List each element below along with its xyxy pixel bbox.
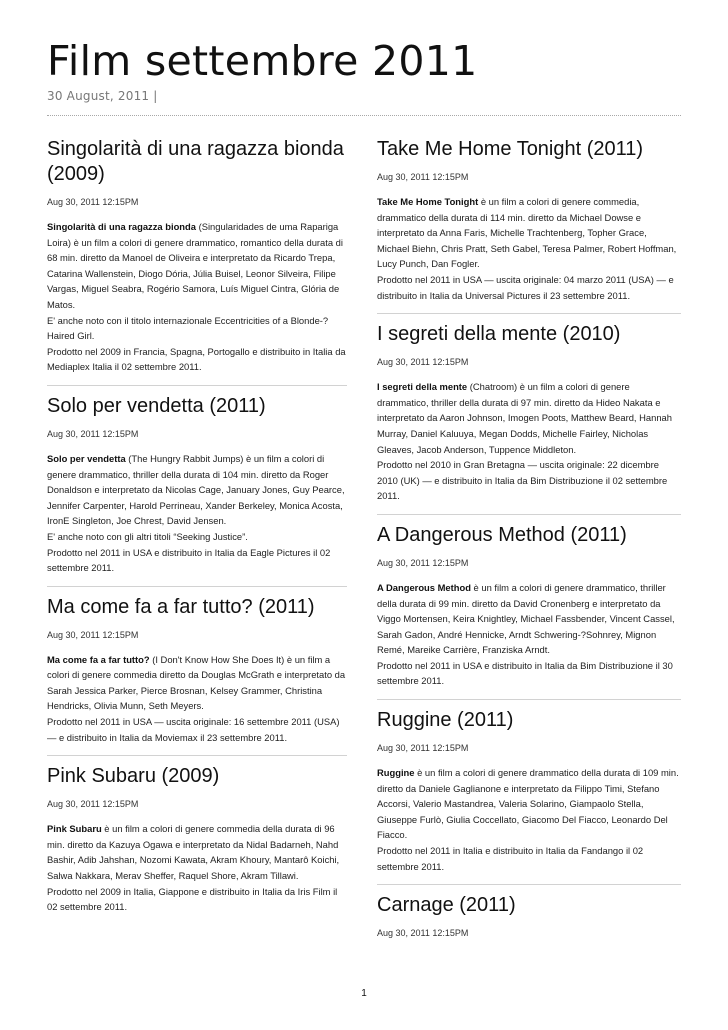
article-date: Aug 30, 2011 12:15PM <box>377 928 469 939</box>
right-column <box>377 137 681 950</box>
film-title: I segreti della mente <box>377 381 468 393</box>
article-paragraph: Prodotto nel 2011 in USA e distribuito in Italia da Bim Distribuzione il 30 settembre 2011. <box>377 659 673 687</box>
article <box>377 514 681 689</box>
article-paragraph <box>377 194 681 272</box>
article-date: Aug 30, 2011 12:15PM <box>47 629 139 640</box>
article <box>47 137 347 375</box>
article-paragraph: Prodotto nel 2011 in USA — uscita originale: 16 settembre 2011 (USA) — e distribuito in Italia da Moviemax il 23 settembre 2011. <box>47 716 340 743</box>
article-date: Aug 30, 2011 12:15PM <box>377 743 469 754</box>
film-title: Pink Subaru <box>47 823 102 835</box>
article-body <box>47 821 347 915</box>
article <box>47 586 347 746</box>
article-body <box>47 219 347 375</box>
article-body <box>47 652 347 746</box>
article-divider <box>47 586 347 587</box>
article-date: Aug 30, 2011 12:15PM <box>377 172 469 182</box>
article-paragraph: Prodotto nel 2010 in Gran Bretagna — uscita originale: 22 dicembre 2010 (UK) — e distribuito in Italia da Bim Distribuzione il 02 settembre 2011. <box>377 459 668 502</box>
article-divider <box>47 385 347 386</box>
article-date: Aug 30, 2011 12:15PM <box>47 197 139 207</box>
article-title: Ruggine (2011) <box>377 709 514 732</box>
article-paragraph: Prodotto nel 2011 in Italia e distribuito in Italia da Fandango il 02 settembre 2011. <box>377 845 644 872</box>
article <box>47 385 347 576</box>
article <box>377 313 681 504</box>
page-date: 30 August, 2011 | <box>47 89 158 103</box>
article <box>377 137 681 303</box>
article-body <box>377 765 681 874</box>
article-body <box>377 379 681 504</box>
article-title: Carnage (2011) <box>377 894 516 917</box>
article-date: Aug 30, 2011 12:15PM <box>47 799 139 810</box>
article-paragraph <box>47 821 347 883</box>
article <box>377 884 681 938</box>
article <box>47 755 347 915</box>
article-text: è un film a colori di genere drammatico, thriller della durata di 99 min. diretto da David Cronenberg e interpretato da Viggo Mortensen, Keira Knightley, Michael Fassbender, Vincent Cassel, Sarah Gadon, André Hennicke, Arndt Schwering-?Sohnrey, Mignon Remé, Mareike Carrière, Franziska Arndt. <box>377 581 675 656</box>
page-header <box>47 38 681 103</box>
article-date: Aug 30, 2011 12:15PM <box>47 428 139 439</box>
article-divider <box>377 884 681 885</box>
article-date: Aug 30, 2011 12:15PM <box>377 357 469 368</box>
article-date: Aug 30, 2011 12:15PM <box>377 557 469 568</box>
article-paragraph <box>47 219 347 313</box>
article-text: è un film a colori di genere commedia della durata di 96 min. diretto da Kazuya Ogawa e interpretato da Nidal Badarneh, Nahd Bashir, Adib Jahshan, Nozomi Kawata, Akram Khoury, Mantarô Koichi, Salwa Nakkara, Merav Sheffer, Raquel Shore, Akram Tillawi. <box>47 823 340 882</box>
article-text: (Chatroom) è un film a colori di genere drammatico, thriller della durata di 97 min. diretto da Hideo Nakata e interpretato da Aaron Johnson, Imogen Poots, Matthew Beard, Hannah Murray, Daniel Kaluuya, Megan Dodds, Michelle Fairley, Nicholas Gleaves, Jacob Anderson, Tuppence Middleton. <box>377 381 672 455</box>
header-divider <box>47 115 681 116</box>
article-title: Ma come fa a far tutto? (2011) <box>47 595 315 618</box>
article-divider <box>377 514 681 515</box>
film-title: Singolarità di una ragazza bionda <box>47 221 196 232</box>
article-paragraph <box>47 652 347 714</box>
article-title: A Dangerous Method (2011) <box>377 523 627 546</box>
film-title: A Dangerous Method <box>377 581 471 593</box>
article-text: (The Hungry Rabbit Jumps) è un film a colori di genere drammatico, thriller della durata di 104 min. diretto da Roger Donaldson e interpretato da Nicolas Cage, January Jones, Guy Pearce, Jennifer Carpenter, Harold Perrineau, Xander Berkeley, Monica Acosta, IronE Singleton, Joe Chrest, David Jensen. <box>47 452 345 527</box>
article-text: (I Don't Know How She Does It) è un film a colori di genere commedia diretto da Douglas McGrath e interpretato da Sarah Jessica Parker, Pierce Brosnan, Kelsey Grammer, Christina Hendricks, Olivia Munn, Seth Meyers. <box>47 653 346 712</box>
article-paragraph <box>377 580 681 658</box>
page-title: Film settembre 2011 <box>47 37 478 85</box>
film-title: Solo per vendetta <box>47 452 126 464</box>
article-divider <box>47 755 347 756</box>
article-body <box>377 194 681 303</box>
article-paragraph: Prodotto nel 2009 in Francia, Spagna, Portogallo e distribuito in Italia da Mediaplex Italia il 02 settembre 2011. <box>47 345 346 373</box>
film-title: Ma come fa a far tutto? <box>47 653 150 665</box>
film-title: Ruggine <box>377 767 415 779</box>
article-title: I segreti della mente (2010) <box>377 323 621 346</box>
article-title: Solo per vendetta (2011) <box>47 394 266 417</box>
page-number: 1 <box>361 988 367 999</box>
article-title: Pink Subaru (2009) <box>47 765 220 788</box>
article-paragraph: E' anche noto con gli altri titoli “Seeking Justice”. <box>47 530 248 542</box>
article-text: è un film a colori di genere drammatico della durata di 109 min. diretto da Daniele Gaglianone e interpretato da Filippo Timi, Stefano Accorsi, Valerio Mastandrea, Valeria Solarino, Giampaolo Stella, Giuseppe Furlò, Giulia Coccellato, Giacomo Del Fiacco, Leonardo Del Fiacco. <box>377 767 679 841</box>
article-text: è un film a colori di genere commedia, drammatico della durata di 114 min. diretto da Michael Dowse e interpretato da Anna Faris, Michelle Trachtenberg, Topher Grace, Michael Biehn, Chris Pratt, Seth Gabel, Teresa Palmer, Robert Hoffman, Lucy Punch, Dan Fogler. <box>377 196 677 270</box>
article-body <box>377 580 681 689</box>
article-paragraph: E' anche noto con il titolo internazionale Eccentricities of a Blonde-?Haired Girl. <box>47 314 329 342</box>
article-paragraph <box>377 765 681 843</box>
article-paragraph: Prodotto nel 2011 in USA — uscita originale: 04 marzo 2011 (USA) — e distribuito in Italia da Universal Pictures il 23 settembre 2011. <box>377 273 674 301</box>
article-divider <box>377 699 681 700</box>
article-title: Singolarità di una ragazza bionda (2009) <box>47 138 344 185</box>
article-body <box>47 451 347 576</box>
article-text: (Singularidades de uma Rapariga Loira) è un film a colori di genere drammatico, romantico della durata di 68 min. diretto da Manoel de Oliveira e interpretato da Ricardo Trepa, Catarina Wallenstein, Diogo Dória, Júlia Buisel, Leonor Silveira, Filipe Vargas, Miguel Seabra, Rogério Samora, Luís Miguel Cintra, Glória de Matos. <box>47 221 343 310</box>
article-paragraph: Prodotto nel 2011 in USA e distribuito in Italia da Eagle Pictures il 02 settembre 2011. <box>47 546 331 574</box>
article-paragraph: Prodotto nel 2009 in Italia, Giappone e distribuito in Italia da Iris Film il 02 settembre 2011. <box>47 885 338 913</box>
left-column <box>47 137 347 925</box>
article-title: Take Me Home Tonight (2011) <box>377 138 644 160</box>
article-divider <box>377 313 681 314</box>
article-paragraph <box>377 379 681 457</box>
article <box>377 699 681 874</box>
film-title: Take Me Home Tonight <box>377 196 479 207</box>
article-paragraph <box>47 451 347 529</box>
